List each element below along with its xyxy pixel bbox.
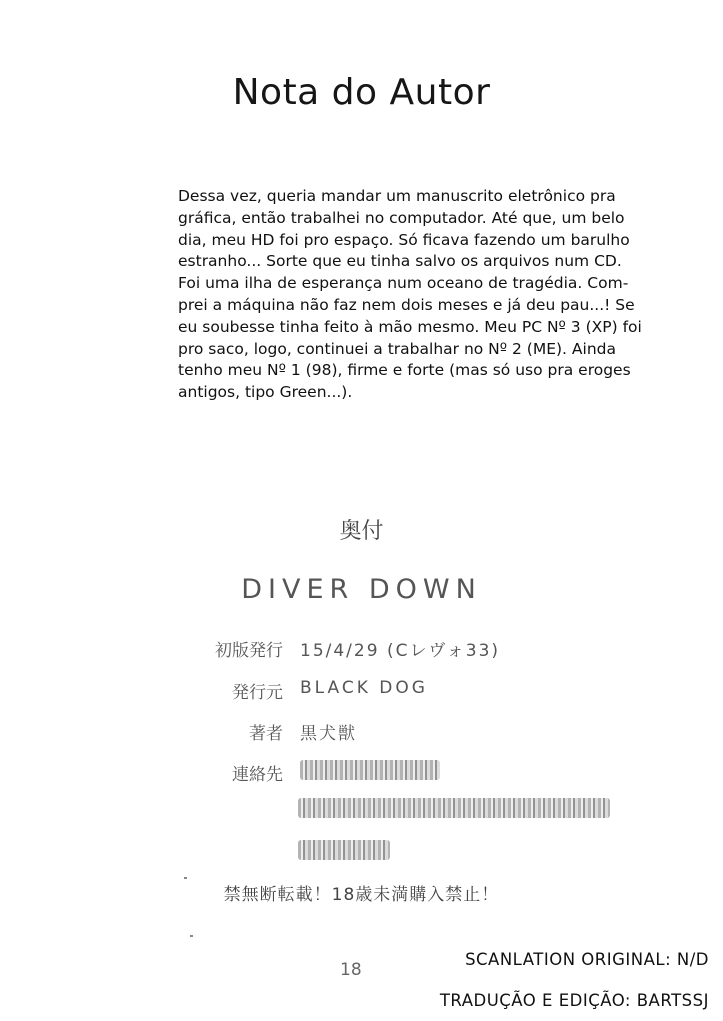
redacted-contact-line-3 [298,840,390,860]
scanlation-credit: SCANLATION ORIGINAL: N/D [465,950,709,969]
colophon-label: 連絡先 [232,765,283,785]
colophon-value: 黒犬獣 [300,724,357,744]
colophon-heading: 奥付 [339,519,384,544]
scan-speck [184,877,187,879]
scan-speck [190,935,193,937]
colophon-label: 発行元 [232,683,283,703]
redacted-contact-line-1 [300,760,440,780]
book-title: DIVER DOWN [241,574,482,605]
translation-credit: TRADUÇÃO E EDIÇÃO: BARTSSJ [439,991,709,1010]
colophon-label: 初版発行 [215,641,283,661]
redacted-contact-line-2 [298,798,610,818]
colophon-value: BLACK DOG [300,678,428,698]
note-title: Nota do Autor [232,72,491,113]
author-note-text: Dessa vez, queria mandar um manuscrito eletrônico pra gráfica, então trabalhei no computador. Até que, um belo dia, meu HD foi pro espaço. Só ficava fazendo um barulho estranho... Sorte que eu tinha salvo os arquivos num CD. Foi uma ilha de esperança num oceano de tragédia. Com- prei a máquina não faz nem dois meses e já deu pau...! Se eu soubesse tinha feito à mão mesmo. Meu PC Nº 3 (XP) foi pro saco, logo, continuei a trabalhar no Nº 2 (ME). Ainda tenho meu Nº 1 (98), firme e forte (mas só uso pra eroges antigos, tipo Green...). [178,187,642,402]
page-number: 18 [340,960,362,980]
colophon-label: 著者 [249,724,283,744]
purchase-warning: 禁無断転載！18歳未満購入禁止！ [223,885,500,905]
colophon-value: 15/4/29 (Cレヴォ33) [300,641,501,661]
